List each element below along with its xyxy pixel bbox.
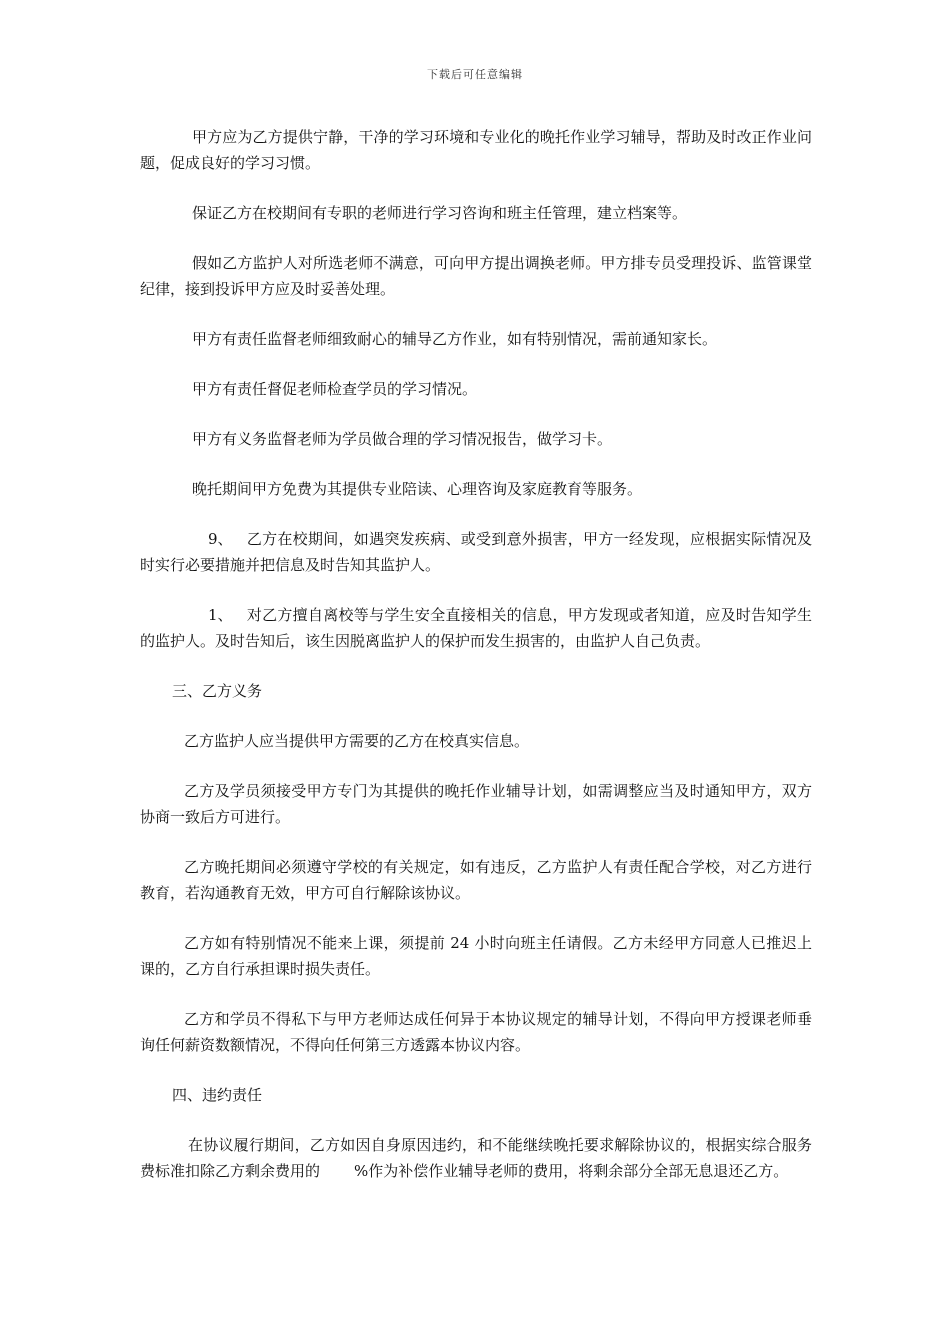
paragraph-free-services: 晚托期间甲方免费为其提供专业陪读、心理咨询及家庭教育等服务。: [192, 480, 643, 498]
paragraph-supervise-tutoring: 甲方有责任监督老师细致耐心的辅导乙方作业，如有特别情况，需前通知家长。: [192, 330, 718, 348]
list-item-1-text: 对乙方擅自离校等与学生安全直接相关的信息，甲方发现或者知道，应及时告知学生的监护人。及时告知后，该生因脱离监护人的保护而发生损害的，由监护人自己负责。: [140, 606, 812, 650]
list-item-1: [140, 602, 812, 654]
list-item-9: [140, 526, 812, 578]
header-note: 下载后可任意编辑: [427, 68, 523, 81]
paragraph-dedicated-teacher: 保证乙方在校期间有专职的老师进行学习咨询和班主任管理，建立档案等。: [192, 204, 688, 222]
list-item-9-text: 乙方在校期间，如遇突发疾病、或受到意外损害，甲方一经发现，应根据实际情况及时实行必要措施并把信息及时告知其监护人。: [140, 530, 812, 574]
document-body: [140, 124, 812, 1208]
paragraph-tutoring-plan: 乙方及学员须接受甲方专门为其提供的晚托作业辅导计划，如需调整应当及时通知甲方，双方协商一致后方可进行。: [140, 782, 812, 826]
breach-text-part-2: %作为补偿作业辅导老师的费用，将剩余部分全部无息退还乙方。: [354, 1162, 789, 1180]
paragraph-school-rules: 乙方晚托期间必须遵守学校的有关规定，如有违反，乙方监护人有责任配合学校，对乙方进行教育，若沟通教育无效，甲方可自行解除该协议。: [140, 858, 812, 902]
paragraph-check-study: 甲方有责任督促老师检查学员的学习情况。: [192, 380, 478, 398]
list-item-1-number: 1、: [208, 606, 233, 624]
paragraph-no-private-deals: 乙方和学员不得私下与甲方老师达成任何异于本协议规定的辅导计划，不得向甲方授课老师垂询任何薪资数额情况，不得向任何第三方透露本协议内容。: [140, 1010, 812, 1054]
paragraph-true-info: 乙方监护人应当提供甲方需要的乙方在校真实信息。: [184, 732, 530, 750]
paragraph-study-environment: 甲方应为乙方提供宁静，干净的学习环境和专业化的晚托作业学习辅导，帮助及时改正作业问题，促成良好的学习习惯。: [140, 128, 812, 172]
list-item-9-number: 9、: [208, 530, 233, 548]
paragraph-study-report: 甲方有义务监督老师为学员做合理的学习情况报告，做学习卡。: [192, 430, 613, 448]
breach-text-part-1: 在协议履行期间，乙方如因自身原因违约，和不能继续晚托要求解除协议的，根据实综合服务费标准扣除乙方剩余费用的: [140, 1136, 812, 1180]
paragraph-teacher-change: 假如乙方监护人对所选老师不满意，可向甲方提出调换老师。甲方排专员受理投诉、监管课堂纪律，接到投诉甲方应及时妥善处理。: [140, 254, 812, 298]
section-heading-breach-liability: 四、违约责任: [172, 1086, 263, 1104]
paragraph-leave-request: 乙方如有特别情况不能来上课，须提前 24 小时向班主任请假。乙方未经甲方同意人已推迟上课的，乙方自行承担课时损失责任。: [140, 934, 812, 978]
section-heading-party-b-obligations: 三、乙方义务: [172, 682, 263, 700]
paragraph-breach-refund: [140, 1132, 812, 1184]
